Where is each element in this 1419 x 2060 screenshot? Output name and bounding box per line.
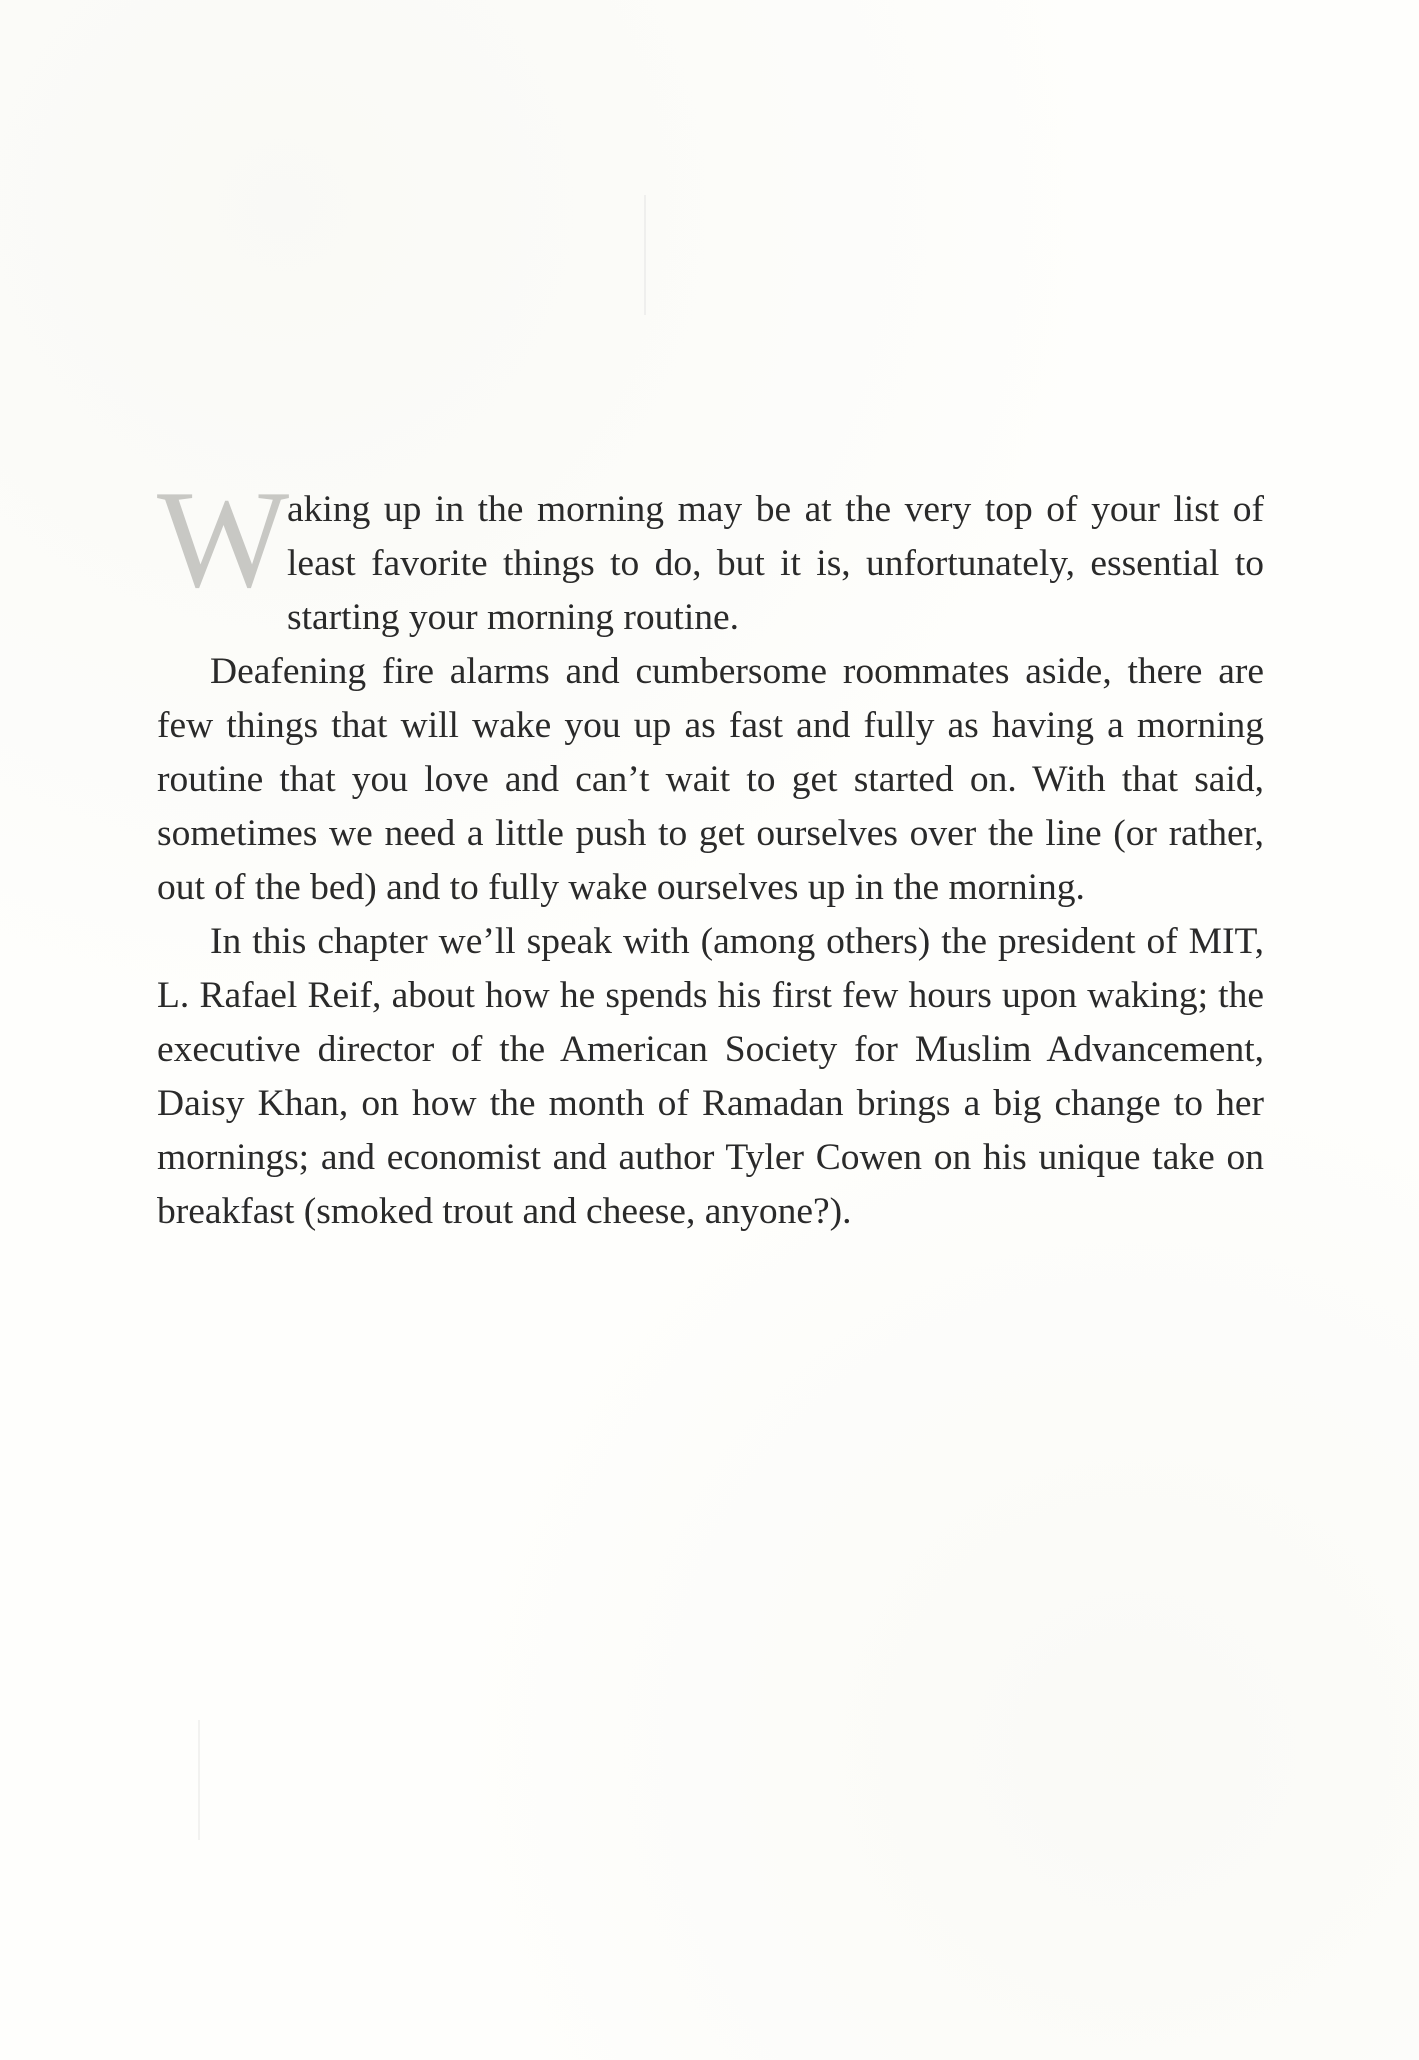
paragraph-intro: [157, 462, 1264, 645]
paragraph-body-text: Deafening fire alarms and cumbersome roommates aside, there are few things that will wake you up as fast and fully as having a morning routine that you love and can’t wait to get started on. With that said, sometimes we need a little push to get ourselves over the line (or rather, out of the bed) and to fully wake ourselves up in the morning.: [157, 651, 1264, 908]
paragraph-chapter-preview: [157, 915, 1264, 1239]
paragraph-chapter-preview-text: In this chapter we’ll speak with (among others) the president of MIT, L. Rafael Reif, about how he spends his first few hours upon waking; the executive director of the American Society for Muslim Advancement, Daisy Khan, on how the month of Ramadan brings a big change to her mornings; and economist and author Tyler Cowen on his unique take on breakfast (smoked trout and cheese, anyone?).: [157, 921, 1264, 1232]
paragraph-intro-text: aking up in the morning may be at the very top of your list of least favorite things to do, but it is, unfortunately, essential to starting your morning routine.: [287, 489, 1264, 638]
paragraph-body: [157, 645, 1264, 915]
scan-artifact: [644, 195, 646, 315]
chapter-text: [157, 462, 1264, 1239]
scan-artifact: [198, 1720, 200, 1840]
drop-cap-letter: W: [157, 462, 288, 617]
